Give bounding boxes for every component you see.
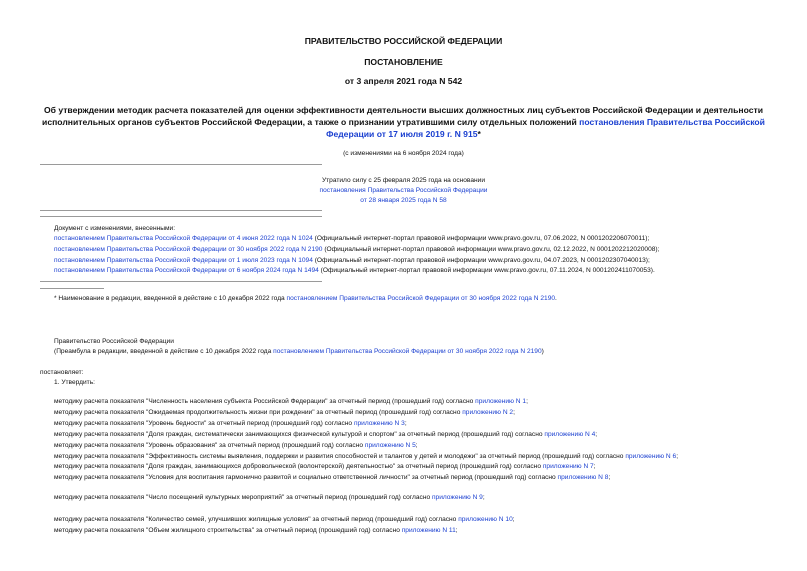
footnote bbox=[54, 294, 557, 304]
amendment-item bbox=[54, 266, 655, 276]
amendment-source: (Официальный интернет-портал правовой информации www.pravo.gov.ru, 04.07.2023, N 0001202307040013); bbox=[312, 257, 650, 264]
amendment-link[interactable]: постановлением Правительства Российской Федерации от 4 июня 2022 года N 1024 bbox=[54, 235, 313, 242]
government-heading: ПРАВИТЕЛЬСТВО РОССИЙСКОЙ ФЕДЕРАЦИИ bbox=[304, 36, 503, 46]
appendix-link[interactable]: приложению N 2 bbox=[462, 409, 514, 416]
approve-clause: 1. Утвердить: bbox=[54, 379, 95, 386]
method-item bbox=[54, 431, 597, 438]
method-item bbox=[54, 516, 515, 523]
appendix-link[interactable]: приложению N 3 bbox=[353, 420, 405, 427]
method-item bbox=[54, 474, 610, 481]
method-end: ; bbox=[404, 420, 407, 427]
method-text: методику расчета показателя "Доля граждан, систематически занимающихся физической культурой и спортом" за отчетный период (прошедший год) согласно bbox=[54, 431, 545, 438]
method-item bbox=[54, 409, 515, 416]
method-end: ; bbox=[512, 516, 515, 523]
footnote-suffix: . bbox=[555, 295, 557, 302]
method-end: ; bbox=[608, 474, 611, 481]
amendment-link[interactable]: постановлением Правительства Российской Федерации от 1 июля 2023 года N 1094 bbox=[54, 257, 313, 264]
changes-note: (с изменениями на 6 ноября 2024 года) bbox=[343, 150, 464, 157]
preamble-line: Правительство Российской Федерации bbox=[54, 338, 174, 345]
method-end: ; bbox=[455, 527, 458, 534]
appendix-link[interactable]: приложению N 1 bbox=[475, 398, 527, 405]
method-end: ; bbox=[593, 463, 596, 470]
preamble-note bbox=[54, 347, 544, 357]
footnote-text: * Наименование в редакции, введенной в действие с 10 декабря 2022 года bbox=[54, 295, 287, 302]
amendment-item bbox=[54, 256, 650, 266]
method-end: ; bbox=[415, 442, 418, 449]
amendment-link[interactable]: постановлением Правительства Российской Федерации от 30 ноября 2022 года N 2190 bbox=[54, 246, 323, 253]
amendment-source: (Официальный интернет-портал правовой информации www.pravo.gov.ru, 02.12.2022, N 0001202212020008); bbox=[322, 246, 660, 253]
method-end: ; bbox=[482, 494, 485, 501]
method-text: методику расчета показателя "Ожидаемая продолжительность жизни при рождении" за отчетный период (прошедший год) согласно bbox=[54, 409, 463, 416]
amendment-source: (Официальный интернет-портал правовой информации www.pravo.gov.ru, 07.06.2022, N 0001202206070011); bbox=[312, 235, 650, 242]
amendment-source: (Официальный интернет-портал правовой информации www.pravo.gov.ru, 07.11.2024, N 0001202411070053). bbox=[318, 267, 655, 274]
method-end: ; bbox=[676, 453, 679, 460]
method-item bbox=[54, 420, 407, 427]
amendment-item bbox=[54, 234, 649, 244]
method-text: методику расчета показателя "Количество семей, улучшивших жилищные условия" за отчетный период (прошедший год) согласно bbox=[54, 516, 459, 523]
appendix-link[interactable]: приложению N 11 bbox=[401, 527, 456, 534]
decrees-word: постановляет: bbox=[40, 369, 84, 376]
expired-resolution-link[interactable]: постановления Правительства Российской Федерации bbox=[319, 187, 488, 194]
title-asterisk: * bbox=[477, 129, 481, 139]
divider-line-2 bbox=[40, 210, 322, 211]
appendix-link[interactable]: приложению N 5 bbox=[364, 442, 416, 449]
expired-link-line-2 bbox=[0, 196, 807, 206]
title-link-resolution-915[interactable]: постановления Правительства Российской Федерации от 17 июля 2019 г. N 915 bbox=[326, 117, 765, 139]
expired-note: Утратило силу с 25 февраля 2025 года на основании bbox=[321, 177, 486, 184]
method-end: ; bbox=[513, 409, 515, 416]
document-type-heading: ПОСТАНОВЛЕНИЕ bbox=[364, 57, 443, 67]
appendix-link[interactable]: приложению N 9 bbox=[431, 494, 483, 501]
appendix-link[interactable]: приложению N 6 bbox=[625, 453, 677, 460]
method-end: ; bbox=[526, 398, 528, 405]
title-text: Об утверждении методик расчета показателей для оценки эффективности деятельности высших должностных лиц субъектов Российской Федерации и деятельности исполнительных органов субъектов Российской Федерации, а также о признании утратившими силу отдельных положений bbox=[42, 105, 764, 127]
method-item bbox=[54, 453, 678, 460]
preamble-note-suffix: ) bbox=[541, 348, 544, 355]
method-item bbox=[54, 527, 458, 534]
appendix-link[interactable]: приложению N 4 bbox=[544, 431, 596, 438]
amendment-link[interactable]: постановлением Правительства Российской Федерации от 6 ноября 2024 года N 1494 bbox=[54, 267, 319, 274]
method-text: методику расчета показателя "Уровень бедности" за отчетный период (прошедший год) согласно bbox=[54, 420, 354, 427]
method-item bbox=[54, 494, 485, 501]
method-text: методику расчета показателя "Эффективность системы выявления, поддержки и развития способностей и талантов у детей и молодежи" за отчетный период (прошедший год) согласно bbox=[54, 453, 626, 460]
appendix-link[interactable]: приложению N 7 bbox=[542, 463, 594, 470]
method-item bbox=[54, 442, 418, 449]
method-end: ; bbox=[595, 431, 598, 438]
method-text: методику расчета показателя "Число посещений культурных мероприятий" за отчетный период (прошедший год) согласно bbox=[54, 494, 432, 501]
divider-line-4 bbox=[40, 281, 322, 282]
divider-line bbox=[40, 164, 322, 165]
appendix-link[interactable]: приложению N 10 bbox=[458, 516, 513, 523]
footnote-separator bbox=[40, 288, 104, 289]
divider-line-3 bbox=[40, 216, 322, 217]
expired-resolution-date-link[interactable]: от 28 января 2025 года N 58 bbox=[360, 197, 447, 204]
method-text: методику расчета показателя "Объем жилищного строительства" за отчетный период (прошедший год) согласно bbox=[54, 527, 402, 534]
method-item bbox=[54, 463, 596, 470]
method-text: методику расчета показателя "Условия для воспитания гармонично развитой и социально ответственной личности" за отчетный период (прошедший год) согласно bbox=[54, 474, 558, 481]
preamble-link[interactable]: постановлением Правительства Российской Федерации от 30 ноября 2022 года N 2190 bbox=[273, 348, 542, 355]
document-title bbox=[40, 104, 767, 140]
amendments-intro: Документ с изменениями, внесенными: bbox=[54, 225, 176, 232]
amendment-item bbox=[54, 245, 659, 255]
method-text: методику расчета показателя "Доля граждан, занимающихся добровольческой (волонтерской) деятельностью" за отчетный период (прошедший год) согласно bbox=[54, 463, 543, 470]
method-item bbox=[54, 398, 528, 405]
appendix-link[interactable]: приложению N 8 bbox=[557, 474, 609, 481]
method-text: методику расчета показателя "Уровень образования" за отчетный период (прошедший год) согласно bbox=[54, 442, 365, 449]
preamble-note-text: (Преамбула в редакции, введенной в действие с 10 декабря 2022 года bbox=[54, 348, 274, 355]
expired-link-line bbox=[0, 186, 807, 196]
method-text: методику расчета показателя "Численность населения субъекта Российской Федерации" за отчетный период (прошедший год) согласно bbox=[54, 398, 476, 405]
footnote-link[interactable]: постановлением Правительства Российской Федерации от 30 ноября 2022 года N 2190 bbox=[286, 295, 556, 302]
document-date-number: от 3 апреля 2021 года N 542 bbox=[344, 76, 463, 86]
